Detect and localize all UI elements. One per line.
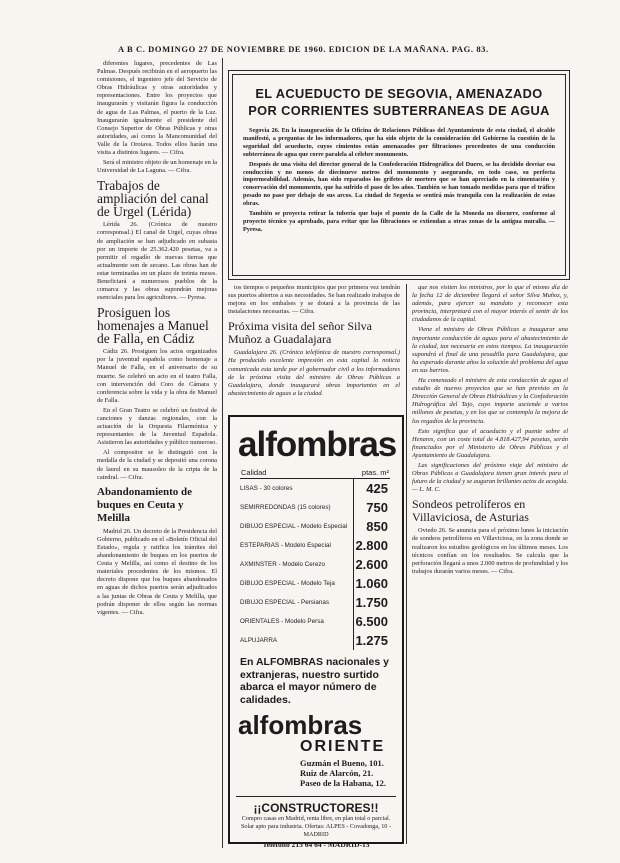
price-row-quality: ALPUJARRA xyxy=(240,637,278,644)
intro2-paragraph: Será el ministro objeto de un homenaje en la Universidad de La Laguna. — Cifra. xyxy=(97,159,217,175)
constructores-ad xyxy=(236,796,396,849)
silva-paragraph: Guadalajara 26. (Crónica telefónica de nuestro corresponsal.) Ha producido excelente impresión en esta capital la noticia comunicada esta tarde por el gobernador civil a los informadores de la próxima visita del ministro de Obras Públicas a Guadalajara, donde inaugurará obras importantes en el abastecimiento de aguas a la ciudad. xyxy=(228,349,400,397)
price-row-price: 1.275 xyxy=(353,631,390,650)
price-row-quality: ESTEPARIAS - Modelo Especial xyxy=(240,542,331,549)
silva-headline: Próxima visita del señor Silva Muñoz a Guadalajara xyxy=(228,319,372,347)
price-row-price: 425 xyxy=(353,479,390,499)
price-row-price: 6.500 xyxy=(353,612,390,631)
price-row xyxy=(240,498,390,517)
ad-address-3: Paseo de la Habana, 12. xyxy=(300,778,386,788)
price-row-quality: DIBUJO ESPECIAL - Modelo Especial xyxy=(240,523,348,530)
ad-logo-secondary: alfombras xyxy=(238,710,363,740)
middle-column xyxy=(228,284,400,412)
ad-logo: alfombras xyxy=(238,425,397,464)
price-row-quality: ORIENTALES - Modelo Persa xyxy=(240,618,324,625)
price-row xyxy=(240,479,390,499)
price-row xyxy=(240,612,390,631)
price-row-quality: AXMINSTER - Modelo Cerezo xyxy=(240,561,326,568)
constructores-text: Compro casas en Madrid, renta libre, en plan total o parcial. Solar apto para industria. Ofertas: ALPES - Covadonga, 10 - MADRID xyxy=(240,815,392,838)
constructores-title: ¡¡CONSTRUCTORES!! xyxy=(253,801,379,815)
quality-header: Calidad xyxy=(240,467,353,479)
price-row xyxy=(240,574,390,593)
right-paragraph-2: Viene el ministro de Obras Públicas a inaugurar una importante conducción de aguas para el abastecimiento de la ciudad, tan necesaria en estos tiempos. La inauguración supondrá el final de una pesadilla para Guadalajara, que ha esperado durante años la solución del problema del agua en sus barrios. xyxy=(412,326,568,374)
price-row-price: 1.750 xyxy=(353,593,390,612)
acueducto-box xyxy=(228,70,570,280)
falla-paragraph-2: En el Gran Teatro se celebró un festival de canciones y danzas regionales, con la actuación de la Orquesta Filarmónica y representantes de la Juventud Española. Asistieron las autoridades y público numeroso. xyxy=(97,406,217,447)
buques-paragraph: Madrid 26. Un decreto de la Presidencia del Gobierno, publicado en el «Boletín Oficial del Estado», regula y ratifica los trámites del abandonamiento de buques en los puertos de Ceuta y Melilla, así como el destino de los materiales procedentes de los mismos. El decreto dispone que los buques abandonados en aguas de dichos puertos serán adjudicados a las juntas de Obras de Ceuta y Melilla, que podrán disponer de ellos según las normas vigentes. — Cifra. xyxy=(97,527,217,616)
falla-headline: Prosiguen los homenajes a Manuel de Falla, en Cádiz xyxy=(97,305,209,347)
sondeos-headline: Sondeos petrolíferos en Villaviciosa, de Asturias xyxy=(412,497,529,525)
urgel-paragraph: Lérida 26. (Crónica de nuestro corresponsal.) El canal de Urgel, cuyas obras de ampliación se han adjudicado en subasta por un importe de 25.362.420 pesetas, va a permitir el regadío de nuevas tierras que actualmente son de secano. Las obras han de estar terminadas en un plazo de treinta meses. Beneficiará a numerosos pueblos de la comarca y las obras supondrán mejoras esenciales para los agricultores. — Pyresa. xyxy=(97,221,217,302)
acueducto-paragraph-3: También se proyecta retirar la tubería que bajo el puente de la Calle de la Moneda no discurre, conforme al proyecto técnico ya aprobado, para evitar que las filtraciones se extiendan a otras zonas de la antigua muralla. — Pyresa. xyxy=(243,210,555,233)
left-column xyxy=(97,60,217,850)
price-table xyxy=(240,467,390,650)
intro-paragraph: diferentes lugares, precedentes de Las Palmas. Después recibirán en el aeropuerto las comisiones, el ingeniero jefe del Servicio de Obras Hidráulicas y otras autoridades y representaciones. Entre los proyectos que inaugurarán y visitarán figura la conducción de agua de Las Palmas, el puerto de la Luz. Inaugurarán igualmente el presidente del Consejo Superior de Obras Públicas y otras autoridades, así como la Mancomunidad del Valle de la Orotava. Todos ellos harán una visita a distintos lugares. — Cifra. xyxy=(97,60,217,157)
right-column xyxy=(412,284,568,844)
price-row xyxy=(240,536,390,555)
acueducto-paragraph-2: Después de una visita del director general de la Confederación Hidrográfica del Duero, se ha decidido desviar esa conducción y no menos de diecinueve metros del monumento y asegurando, en todo caso, su perfecta impermeabilidad. Además, han sido reparados los grifetes de mortero que se han apreciado en la cimentación y conservación del monumento, que ha sufrido el paso de los años. También se han tomado medidas para que el tráfico pesado no pase por debajo de sus arcos. La ciudad de Segovia se sentirá más tranquila con la realización de estas obras. xyxy=(243,160,555,208)
alfombras-ad xyxy=(228,415,404,850)
price-row-price: 2.600 xyxy=(353,555,390,574)
ad-slogan: En ALFOMBRAS nacionales y extranjeras, nuestro surtido abarca el mayor número de calidades. xyxy=(240,656,389,706)
column-rule-left xyxy=(222,58,223,848)
falla-paragraph-3: Al compositor se le distinguió con la medalla de la ciudad y se depositó una corona de laurel en su mausoleo de la cripta de la catedral. — Cifra. xyxy=(97,449,217,481)
right-paragraph-5: Las significaciones del próximo viaje del ministro de Obras Públicas a Guadalajara tienen gran interés para el futuro de la ciudad y se auguran brillantes actos de acogida. — L. M. C. xyxy=(412,461,568,494)
falla-paragraph-1: Cádiz 26. Prosiguen los actos organizados por la juventud española como homenaje a Manuel de Falla, en el aniversario de su muerte. Se celebró un acto en el teatro Falla, con intervención del Coro de Cámara y conferencia sobre la vida y la obra de Manuel de Falla. xyxy=(97,348,217,404)
right-paragraph-1: que nos visiten los ministros, por lo que el mismo día de la fecha 12 de diciembre llegará el señor Silva Muñoz, y, además, para ejercer su mandato y reconocer esta provincia, interpretará con el mayor interés el sentir de los ciudadanos de la capital. xyxy=(412,284,568,324)
price-row-quality: DIBUJO ESPECIAL - Modelo Teja xyxy=(240,580,335,587)
mid-paragraph-0: tos tiempos o pequeños municipios que por primera vez tendrán sus puertos abiertos a sus necesidades. Se han realizado trabajos de mejora en los embalses y se dotará a la provincia de las instalaciones necesarias. — Cifra. xyxy=(228,284,400,316)
sondeos-paragraph: Oviedo 26. Se anuncia para el próximo lunes la iniciación de sondeos petrolíferos en Villaviciosa, en la zona donde se realizaron los estudios geológicos en los últimos meses. Los técnicos confían en los resultados. Se calcula que la perforación llegará a unos 2.000 metros de profundidad y los trabajos durarán varios meses. — Cifra. xyxy=(412,527,568,575)
price-row-quality: DIBUJO ESPECIAL - Persianas xyxy=(240,599,330,606)
ad-brand: ORIENTE xyxy=(300,738,386,755)
constructores-phone: Teléfono 215 64 64 - MADRID-13 xyxy=(262,840,370,850)
price-row-price: 750 xyxy=(353,498,390,517)
price-header: ptas. m² xyxy=(353,467,390,479)
acueducto-paragraph-1: Segovia 26. En la inauguración de la Oficina de Relaciones Públicas del Ayuntamiento de esta ciudad, el alcalde manifestó, a preguntas de los informadores, que ha sido objeto de la consideración del Gobierno la cuestión de la seguridad del acueducto, cuyos cimientos están amenazados por filtraciones procedentes de una conducción subterránea de agua que corre paralela al célebre monumento. xyxy=(243,127,555,158)
price-row-price: 850 xyxy=(353,517,390,536)
buques-headline: Abandonamiento de buques en Ceuta y Melilla xyxy=(97,485,193,524)
urgel-headline: Trabajos de ampliación del canal de Urgel (Lérida) xyxy=(97,178,209,220)
right-paragraph-4: Esto significa que el acueducto y el puente sobre el Henares, con un coste total de 4.818.427,94 pesetas, serán financiados por el Ministerio de Obras Públicas y el Ayuntamiento de Guadalajara. xyxy=(412,427,568,459)
price-row-quality: LISAS - 30 colores xyxy=(240,485,293,492)
ad-address-2: Ruiz de Alarcón, 21. xyxy=(300,768,374,778)
price-row xyxy=(240,593,390,612)
page-header: A B C. DOMINGO 27 DE NOVIEMBRE DE 1960. EDICION DE LA MAÑANA. PAG. 83. xyxy=(118,44,489,54)
ad-address-1: Guzmán el Bueno, 101. xyxy=(300,758,384,768)
price-row-price: 1.060 xyxy=(353,574,390,593)
price-row-price: 2.800 xyxy=(353,536,390,555)
price-row xyxy=(240,517,390,536)
column-rule-right xyxy=(406,284,407,844)
price-row xyxy=(240,631,390,650)
right-paragraph-3: Ha comenzado el ministro de esta conducción de agua el estudio de nuevos proyectos que se han previsto en la Dirección General de Obras Hidráulicas y la Confederación Hidrográfica del Tajo, cuyo importe asciende a varios millones de pesetas, y en los que se contempla la mejora de los regadíos de la provincia. xyxy=(412,377,568,425)
price-row xyxy=(240,555,390,574)
acueducto-headline: EL ACUEDUCTO DE SEGOVIA, AMENAZADO POR CORRIENTES SUBTERRANEAS DE AGUA xyxy=(248,86,550,118)
price-row-quality: SEMIRREDONDAS (15 colores) xyxy=(240,504,331,511)
